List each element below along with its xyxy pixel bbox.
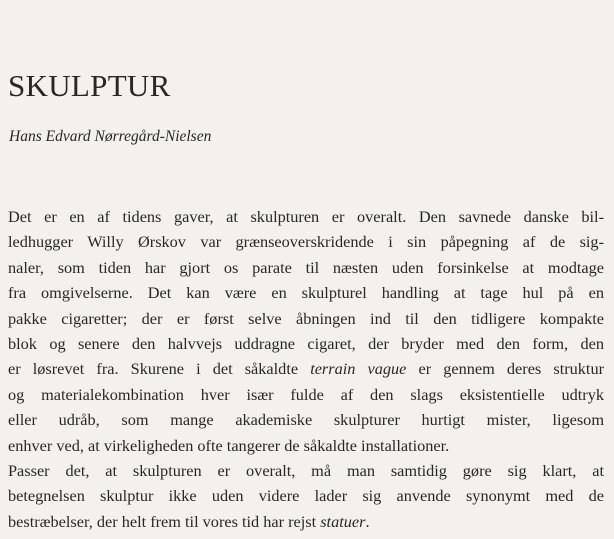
text-line: fra omgivelserne. Det kan være en skulpturel handling at tage hul på en: [8, 283, 604, 303]
text-line: eller udråb, som mange akademiske skulpturer hurtigt mister, ligesom: [8, 410, 604, 430]
text-line: og materialekombination hver især fulde af den slags eksistentielle udtryk: [8, 384, 604, 404]
body-text: [8, 204, 604, 534]
text-line: Passer det, at skulpturen er overalt, må man samtidig gøre sig klart, at: [8, 461, 604, 481]
text-line: blok og senere den halvvejs uddragne cigaret, der bryder med den form, den: [8, 334, 604, 354]
text-line: [8, 356, 604, 381]
paragraph-2: [8, 458, 604, 534]
italic-term: statuer: [320, 511, 366, 531]
text-line: Det er en af tidens gaver, at skulpturen er overalt. Den savnede danske bil-: [8, 207, 604, 226]
author-byline: Hans Edvard Nørregård-Nielsen: [9, 128, 212, 145]
italic-term: terrain vague: [310, 359, 407, 379]
text-line: [8, 509, 604, 534]
text-line: naler, som tiden har gjort os parate til næsten uden forsinkelse at modtage: [8, 257, 604, 277]
text-line: betegnelsen skulptur ikke uden videre lader sig anvende synonymt med de: [8, 486, 604, 506]
text-segment: bestræbelser, der helt frem til vores tid har rejst: [8, 511, 321, 531]
text-line: enhver ved, at virkeligheden ofte tangerer de såkaldte installationer.: [8, 435, 450, 455]
text-line: pakke cigaretter; der er først selve åbningen ind til den tidligere kompakte: [8, 308, 604, 328]
text-segment: er løsrevet fra. Skurene i det såkaldte: [8, 359, 311, 379]
text-segment: .: [365, 511, 370, 531]
text-line: ledhugger Willy Ørskov var grænseoverskridende i sin påpegning af de sig-: [8, 232, 604, 252]
paragraph-1: [8, 204, 604, 458]
page-title: SKULPTUR: [8, 68, 171, 103]
text-segment: er gennem deres struktur: [406, 359, 605, 379]
